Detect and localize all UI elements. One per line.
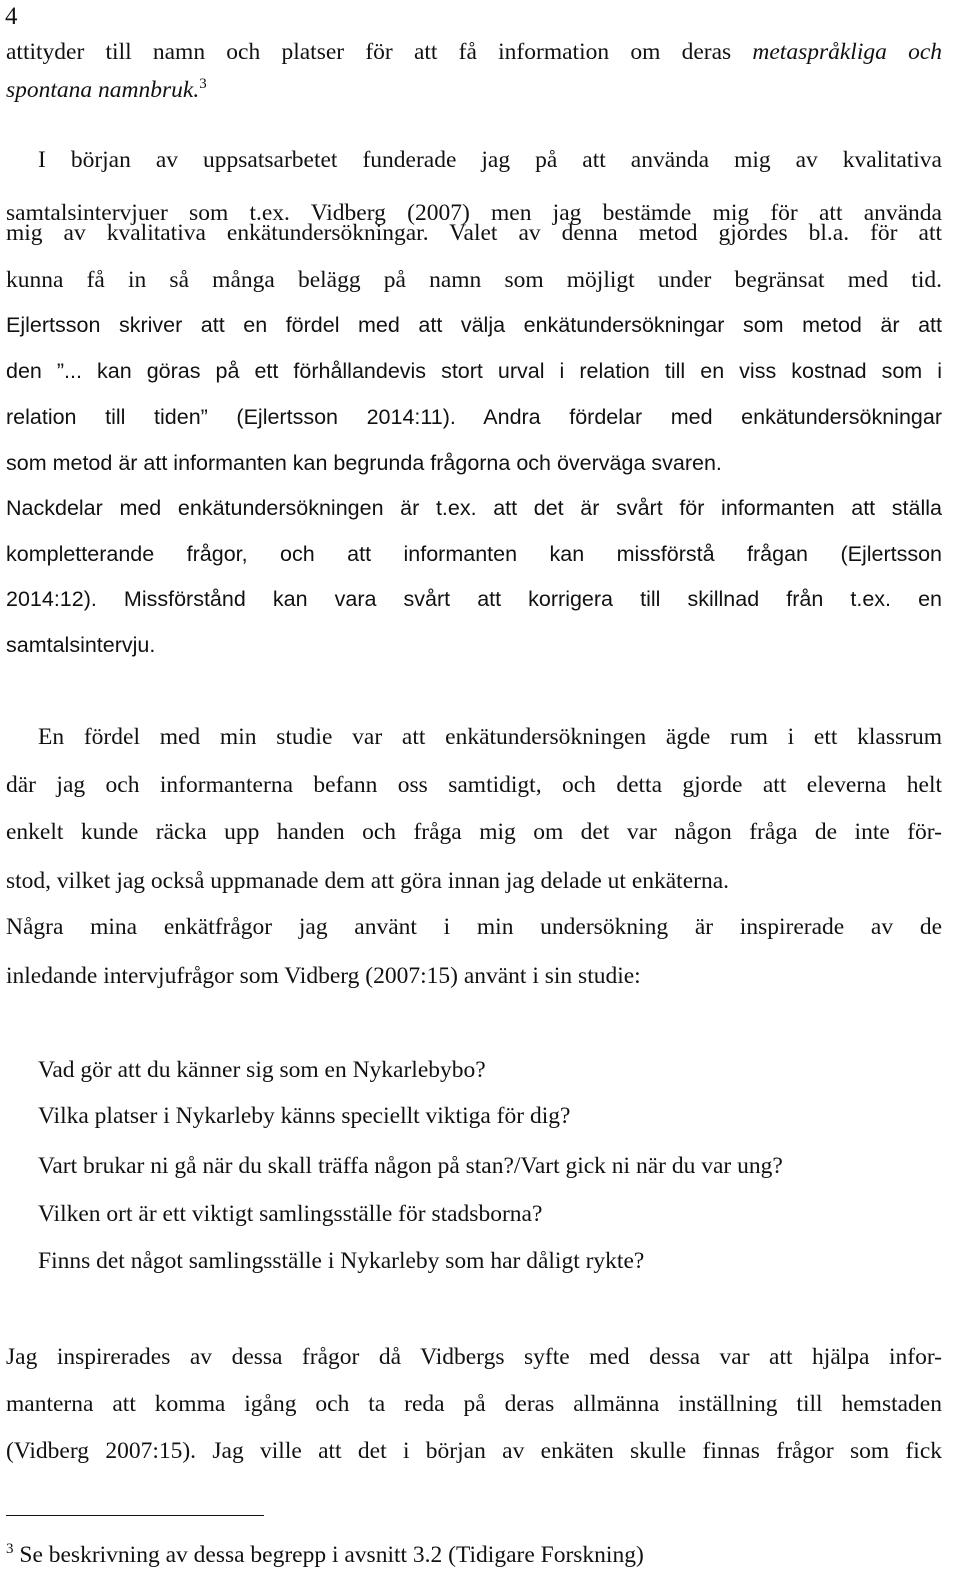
paragraph-3-line: En fördel med min studie var att enkätundersökningen ägde rum i ett klassrum [38, 724, 942, 750]
paragraph-2-line: samtalsintervju. [6, 633, 156, 657]
footnote-divider [6, 1515, 264, 1516]
paragraph-2-line: samtalsintervjuer som t.ex. Vidberg (2007) men jag bestämde mig för att använda [6, 200, 942, 226]
interview-question: Vad gör att du känner sig som en Nykarlebybo? [38, 1057, 486, 1083]
paragraph-3-line: stod, vilket jag också uppmanade dem att göra innan jag delade ut enkäterna. [6, 868, 730, 894]
paragraph-1-line [6, 37, 942, 67]
footnote-mark: 3 [6, 1541, 14, 1557]
text-run: attityder till namn och platser för att få information om deras [6, 39, 753, 65]
footnote-ref: 3 [199, 76, 207, 92]
paragraph-2-line: mig av kvalitativa enkätundersökningar. Valet av denna metod gjordes bl.a. för att [6, 220, 942, 246]
italic-term: metaspråkliga och [752, 39, 943, 65]
footnote-text: Se beskrivning av dessa begrepp i avsnitt 3.2 (Tidigare Forskning) [13, 1542, 644, 1568]
interview-question: Finns det något samlingsställe i Nykarleby som har dåligt rykte? [38, 1248, 645, 1274]
paragraph-2-line: den ”... kan göras på ett förhållandevis stort urval i relation till en viss kostnad som i [6, 359, 942, 383]
paragraph-3-line: inledande intervjufrågor som Vidberg (2007:15) använt i sin studie: [6, 963, 641, 989]
paragraph-2-line: relation till tiden” (Ejlertsson 2014:11). Andra fördelar med enkätundersökningar [6, 405, 942, 429]
interview-question: Vart brukar ni gå när du skall träffa någon på stan?/Vart gick ni när du var ung? [38, 1153, 783, 1179]
paragraph-2-line: kunna få in så många belägg på namn som möjligt under begränsat med tid. [6, 267, 942, 293]
paragraph-4-line: (Vidberg 2007:15). Jag ville att det i början av enkäten skulle finnas frågor som fick [6, 1438, 942, 1464]
paragraph-2-line: kompletterande frågor, och att informanten kan missförstå frågan (Ejlertsson [6, 542, 942, 566]
page-number: 4 [5, 3, 18, 30]
paragraph-2-line: som metod är att informanten kan begrunda frågorna och överväga svaren. [6, 451, 722, 475]
paragraph-2-line: Nackdelar med enkätundersökningen är t.ex. att det är svårt för informanten att ställa [6, 496, 942, 520]
interview-question: Vilken ort är ett viktigt samlingsställe för stadsborna? [38, 1201, 543, 1227]
paragraph-2-line: 2014:12). Missförstånd kan vara svårt att korrigera till skillnad från t.ex. en [6, 587, 942, 611]
footnote [6, 1540, 644, 1570]
paragraph-2-line: I början av uppsatsarbetet funderade jag på att använda mig av kvalitativa [38, 147, 942, 173]
paragraph-3-line: där jag och informanterna befann oss samtidigt, och detta gjorde att eleverna helt [6, 772, 942, 798]
interview-question: Vilka platser i Nykarleby känns speciellt viktiga för dig? [38, 1103, 571, 1129]
paragraph-4-line: manterna att komma igång och ta reda på deras allmänna inställning till hemstaden [6, 1391, 942, 1417]
paragraph-1-line [6, 75, 942, 105]
paragraph-4-line: Jag inspirerades av dessa frågor då Vidbergs syfte med dessa var att hjälpa infor- [6, 1344, 942, 1370]
italic-term: spontana namnbruk. [6, 77, 200, 103]
paragraph-2-line: Ejlertsson skriver att en fördel med att välja enkätundersökningar som metod är att [6, 313, 942, 337]
paragraph-3-line: Några mina enkätfrågor jag använt i min undersökning är inspirerade av de [6, 914, 942, 940]
paragraph-3-line: enkelt kunde räcka upp handen och fråga mig om det var någon fråga de inte för- [6, 819, 942, 845]
